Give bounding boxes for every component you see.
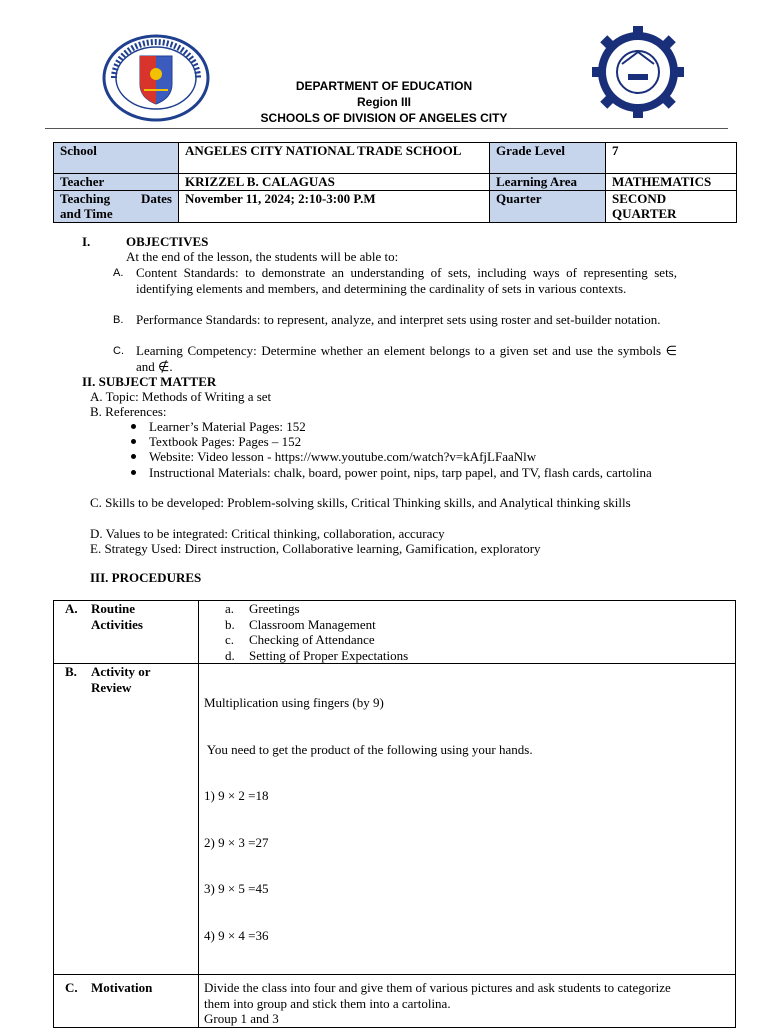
activity-line: Multiplication using fingers (by 9) xyxy=(204,695,384,710)
list-item: d. Setting of Proper Expectations xyxy=(225,647,409,663)
table-row xyxy=(54,975,736,1028)
row-title: Activity or xyxy=(91,664,151,679)
bullet-icon xyxy=(131,439,136,444)
bullet-icon xyxy=(131,470,136,475)
quarter-value: SECOND QUARTER xyxy=(606,190,737,222)
procedures-table xyxy=(53,600,736,1028)
teaching-dates-value: November 11, 2024; 2:10-3:00 P.M xyxy=(179,190,490,222)
row-title: Review xyxy=(91,679,132,695)
topic-line: A. Topic: Methods of Writing a set xyxy=(90,389,272,404)
lesson-info-table xyxy=(53,142,737,223)
objectives-numeral: I. xyxy=(82,234,91,249)
objective-marker: B. xyxy=(113,314,124,326)
activity-line: 4) 9 × 4 =36 xyxy=(204,927,269,943)
department-heading: DEPARTMENT OF EDUCATION xyxy=(295,79,473,93)
objective-content-standards: Content Standards: to demonstrate an understanding of sets, including ways of representing sets, identifying elements and members, and determining the cardinality of sets in various contexts. xyxy=(136,265,677,296)
teacher-value: KRIZZEL B. CALAGUAS xyxy=(179,174,490,191)
quarter-label: Quarter xyxy=(490,190,606,222)
bullet-icon xyxy=(131,424,136,429)
objectives-intro: At the end of the lesson, the students will be able to: xyxy=(126,249,399,264)
row-letter: B. xyxy=(65,664,77,679)
skills-line: C. Skills to be developed: Problem-solving skills, Critical Thinking skills, and Analytical thinking skills xyxy=(90,495,631,510)
row-title: Activities xyxy=(91,616,143,632)
activity-line: 1) 9 × 2 =18 xyxy=(204,788,269,803)
row-title: Motivation xyxy=(91,980,153,995)
objectives-heading: OBJECTIVES xyxy=(126,234,209,249)
table-row xyxy=(54,664,736,975)
table-row xyxy=(54,601,736,664)
reference-item: Textbook Pages: Pages – 152 xyxy=(149,434,302,449)
motivation-text: Divide the class into four and give them of various pictures and ask students to categorize them into group and stick them into a cartolina. xyxy=(204,980,671,1011)
division-heading: SCHOOLS OF DIVISION OF ANGELES CITY xyxy=(260,111,508,125)
values-line: D. Values to be integrated: Critical thinking, collaboration, accuracy xyxy=(90,526,445,541)
list-item: c. Checking of Attendance xyxy=(225,632,375,647)
procedures-heading: III. PROCEDURES xyxy=(90,570,202,585)
objective-marker: A. xyxy=(113,267,124,279)
region-heading: Region III xyxy=(357,95,411,109)
row-title: Routine xyxy=(91,601,136,616)
school-label: School xyxy=(54,143,179,174)
grade-level-label: Grade Level xyxy=(490,143,606,174)
list-item: b. Classroom Management xyxy=(225,616,376,632)
references-line: B. References: xyxy=(90,404,167,419)
list-item: a. Greetings xyxy=(225,601,300,616)
objective-performance-standards: Performance Standards: to represent, analyze, and interpret sets using roster and set-builder notation. xyxy=(136,312,661,327)
reference-item: Website: Video lesson - https://www.youtube.com/watch?v=kAfjLFaaNlw xyxy=(149,449,537,464)
activity-line: You need to get the product of the following using your hands. xyxy=(204,741,533,757)
school-value: ANGELES CITY NATIONAL TRADE SCHOOL xyxy=(179,143,490,174)
row-letter: C. xyxy=(65,980,78,995)
header-divider xyxy=(45,128,728,129)
reference-item: Instructional Materials: chalk, board, power point, nips, tarp papel, and TV, flash cards, cartolina xyxy=(149,465,652,480)
learning-area-label: Learning Area xyxy=(490,174,606,191)
bullet-icon xyxy=(131,454,136,459)
reference-item: Learner’s Material Pages: 152 xyxy=(149,419,306,434)
learning-area-value: MATHEMATICS xyxy=(606,174,737,191)
motivation-text: Group 1 and 3 xyxy=(204,1011,279,1026)
strategy-line: E. Strategy Used: Direct instruction, Collaborative learning, Gamification, exploratory xyxy=(90,541,541,556)
activity-line: 2) 9 × 3 =27 xyxy=(204,834,269,850)
grade-level-value: 7 xyxy=(606,143,737,174)
teaching-dates-label: Teaching Dates and Time xyxy=(54,190,179,222)
objective-marker: C. xyxy=(113,345,124,357)
row-letter: A. xyxy=(65,601,78,616)
subject-matter-heading: II. SUBJECT MATTER xyxy=(82,374,217,389)
teacher-label: Teacher xyxy=(54,174,179,191)
activity-line: 3) 9 × 5 =45 xyxy=(204,881,269,896)
objective-learning-competency: Learning Competency: Determine whether an element belongs to a given set and use the symbols ∈ and ∉. xyxy=(136,343,677,374)
